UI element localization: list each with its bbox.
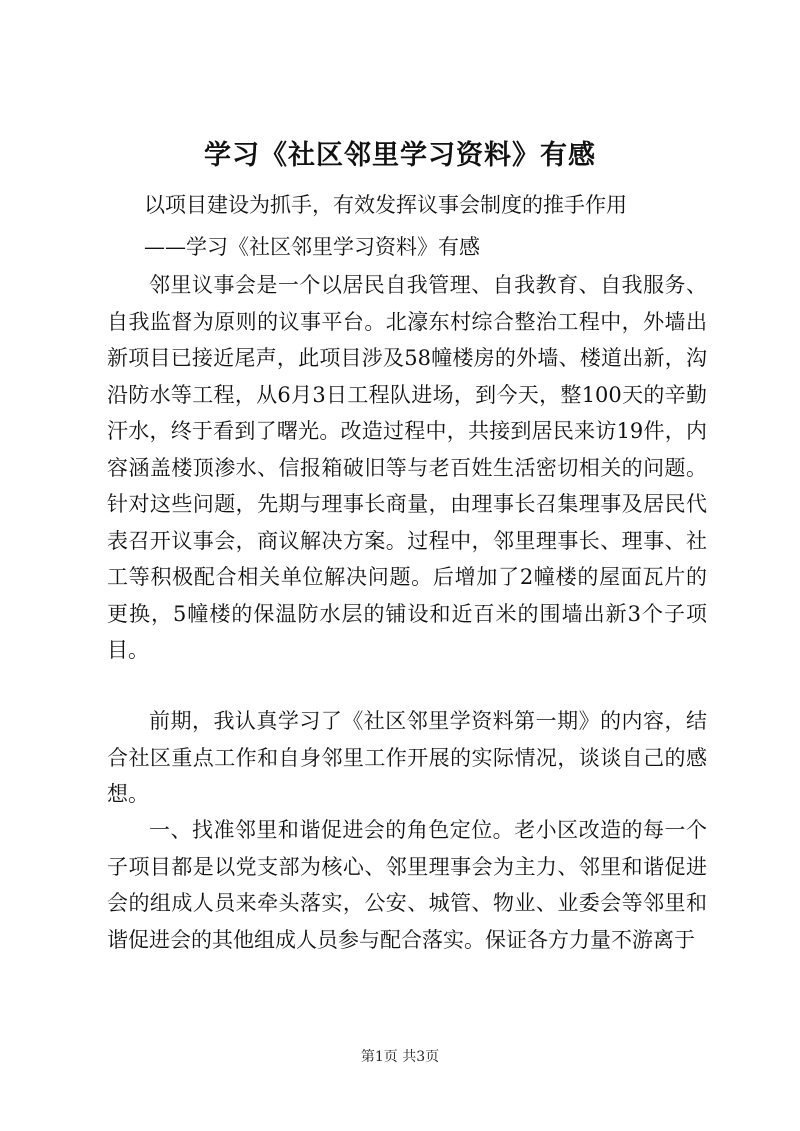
document-title: 学习《社区邻里学习资料》有感 [204, 140, 596, 171]
subtitle-line-1: 以项目建设为抓手，有效发挥议事会制度的推手作用 [144, 193, 627, 217]
paragraph-1: 邻里议事会是一个以居民自我管理、自我教育、自我服务、自我监督为原则的议事平台。北濠东村综合整治工程中，外墙出新项目已接近尾声，此项目涉及58幢楼房的外墙、楼道出新，沟沿防水等工程，从6月3日工程队进场，到今天，整100天的辛勤汗水，终于看到了曙光。改造过程中，共接到居民来访19件，内容涵盖楼顶渗水、信报箱破旧等与老百姓生活密切相关的问题。针对这些问题，先期与理事长商量，由理事长召集理事及居民代表召开议事会，商议解决方案。过程中，邻里理事长、理事、社工等积极配合相关单位解决问题。后增加了2幢楼的屋面瓦片的更换，5幢楼的保温防水层的铺设和近百米的围墙出新3个子项目。 [107, 273, 707, 662]
subtitle-line-2: ——学习《社区邻里学习资料》有感 [144, 235, 480, 259]
page-number-footer: 第1页 共3页 [360, 1049, 440, 1065]
paragraph-3: 一、找准邻里和谐促进会的角色定位。老小区改造的每一个子项目都是以党支部为核心、邻里理事会为主力、邻里和谐促进会的组成人员来牵头落实，公安、城管、物业、业委会等邻里和谐促进会的其他组成人员参与配合落实。保证各方力量不游离于 [107, 818, 707, 952]
paragraph-2: 前期，我认真学习了《社区邻里学资料第一期》的内容，结合社区重点工作和自身邻里工作开展的实际情况，谈谈自己的感想。 [107, 709, 707, 806]
